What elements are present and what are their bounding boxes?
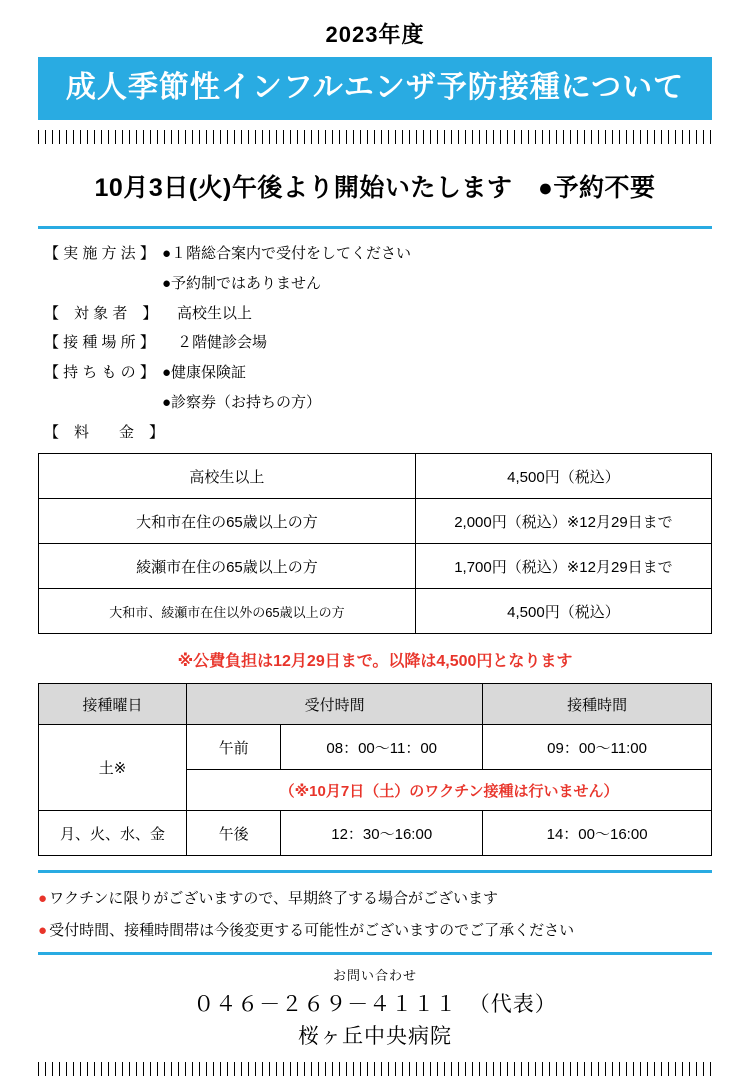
table-header-row xyxy=(39,684,712,725)
info-label: 【 対 象 者 】 xyxy=(44,304,158,322)
clinic-name: 桜ヶ丘中央病院 xyxy=(298,1025,452,1049)
price-target: 綾瀬市在住の65歳以上の方 xyxy=(39,544,416,589)
notice-list xyxy=(38,889,712,940)
notice-text: 受付時間、接種時間帯は今後変更する可能性がございますのでご了承ください xyxy=(49,921,575,939)
price-table xyxy=(38,453,712,634)
schedule-period: 午後 xyxy=(187,811,281,856)
info-label: 【 料 金 】 xyxy=(44,423,165,441)
info-sub-method: ●予約制ではありません xyxy=(162,274,322,292)
schedule-vaccination-time: 14：00～16:00 xyxy=(483,811,712,856)
list-item xyxy=(38,921,712,941)
notice-text: ワクチンに限りがございますので、早期終了する場合がございます xyxy=(49,890,499,908)
schedule-reception-time: 12：30～16:00 xyxy=(281,811,483,856)
divider-accent-middle xyxy=(38,870,712,873)
price-target: 高校生以上 xyxy=(39,454,416,499)
page-title: 成人季節性インフルエンザ予防接種について xyxy=(38,57,712,120)
schedule-exception-note: （※10月7日（土）のワクチン接種は行いません） xyxy=(187,770,712,811)
decorative-tick-rule-top xyxy=(38,130,712,144)
list-item xyxy=(38,889,712,909)
info-sub-bring: ●診察券（お持ちの方） xyxy=(162,393,322,411)
info-row-bring xyxy=(44,364,706,383)
divider-accent-top xyxy=(38,226,712,229)
column-header-reception: 受付時間 xyxy=(187,684,483,725)
column-header-day: 接種曜日 xyxy=(39,684,187,725)
info-label: 【 接 種 場 所 】 xyxy=(44,334,155,352)
bullet-dot-icon: ● xyxy=(38,890,48,908)
schedule-table xyxy=(38,683,712,856)
bullet-dot-icon: ● xyxy=(38,921,48,939)
table-row xyxy=(39,499,712,544)
schedule-reception-time: 08：00～11：00 xyxy=(281,725,483,770)
info-row-place xyxy=(44,334,706,353)
public-funding-note: ※公費負担は12月29日まで。以降は4,500円となります xyxy=(177,653,573,671)
info-value: ●１階総合案内で受付をしてください xyxy=(162,245,412,262)
price-target: 大和市在住の65歳以上の方 xyxy=(39,499,416,544)
price-fee: 1,700円（税込）※12月29日まで xyxy=(415,544,711,589)
price-fee: 2,000円（税込）※12月29日まで xyxy=(415,499,711,544)
start-date-line: 10月3日(火)午後より開始いたします ●予約不要 xyxy=(94,174,656,202)
table-row xyxy=(39,589,712,634)
table-row xyxy=(39,811,712,856)
contact-label: お問い合わせ xyxy=(332,968,417,984)
price-fee: 4,500円（税込） xyxy=(415,454,711,499)
schedule-day: 月、火、水、金 xyxy=(39,811,187,856)
info-row-method xyxy=(44,245,706,264)
price-target: 大和市、綾瀬市在住以外の65歳以上の方 xyxy=(39,589,416,634)
schedule-vaccination-time: 09：00～11:00 xyxy=(483,725,712,770)
column-header-vaccination: 接種時間 xyxy=(483,684,712,725)
table-row xyxy=(39,725,712,770)
info-label: 【 実 施 方 法 】 xyxy=(44,245,155,262)
info-row-fee xyxy=(44,424,706,443)
table-row xyxy=(39,454,712,499)
info-value: ２階健診会場 xyxy=(162,334,268,352)
divider-accent-bottom xyxy=(38,952,712,955)
info-label: 【 持 ち も の 】 xyxy=(44,364,155,381)
info-list xyxy=(44,245,706,442)
fiscal-year: 2023年度 xyxy=(325,22,425,47)
info-row-target xyxy=(44,305,706,324)
info-value: ●健康保険証 xyxy=(162,364,247,381)
decorative-tick-rule-bottom xyxy=(38,1062,712,1076)
price-fee: 4,500円（税込） xyxy=(415,589,711,634)
schedule-period: 午前 xyxy=(187,725,281,770)
footer xyxy=(38,965,712,1050)
schedule-day: 土※ xyxy=(39,725,187,811)
contact-phone: ０４６－２６９－４１１１ （代表） xyxy=(193,993,557,1017)
table-row xyxy=(39,544,712,589)
info-value: 高校生以上 xyxy=(162,304,253,322)
